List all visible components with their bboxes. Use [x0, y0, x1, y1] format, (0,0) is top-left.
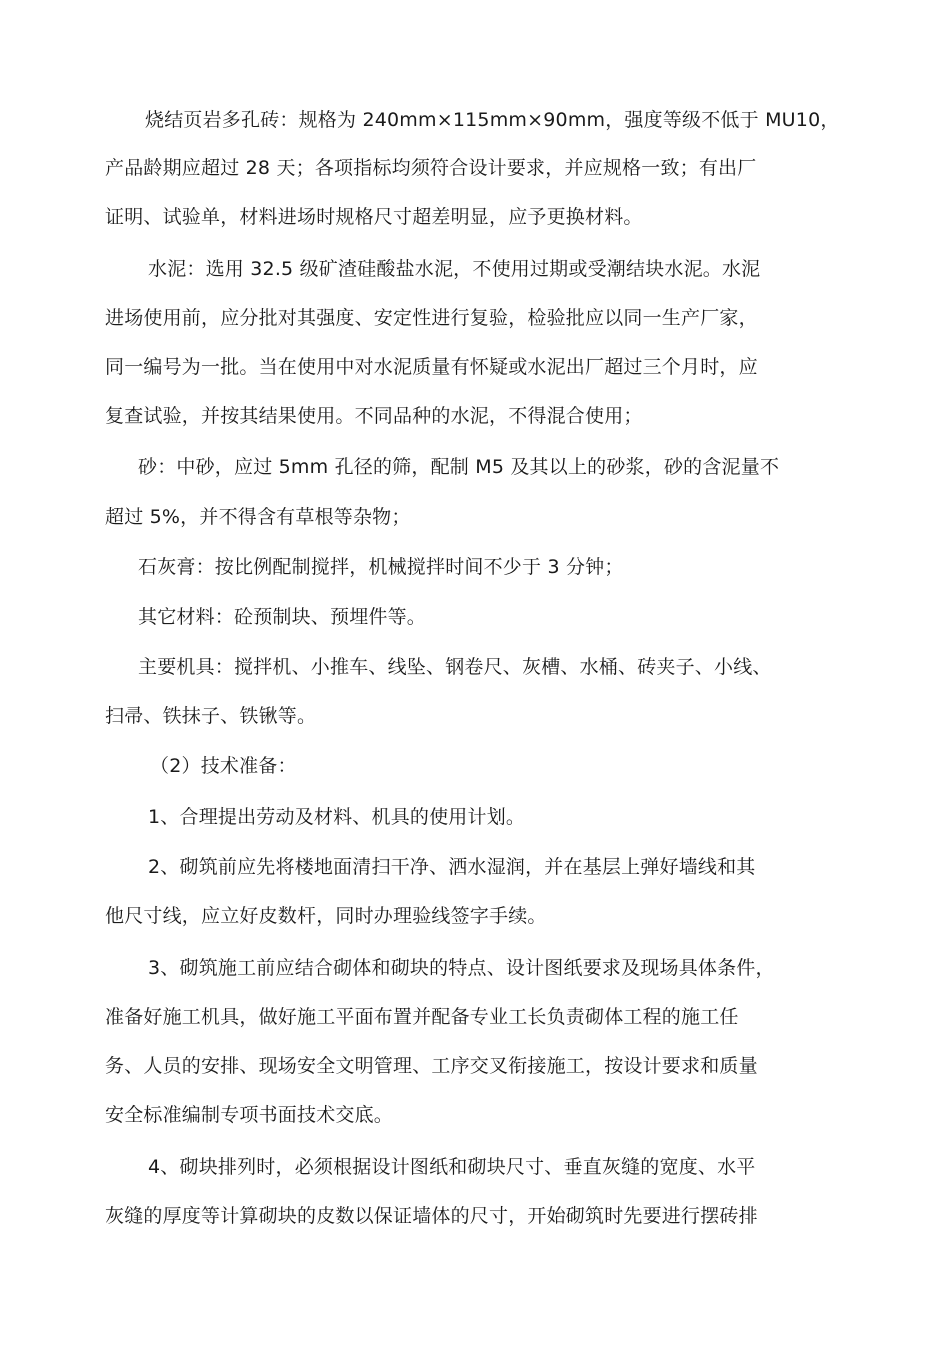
text-line: 证明、试验单，材料进场时规格尺寸超差明显，应予更换材料。: [105, 206, 643, 228]
text-line: 安全标准编制专项书面技术交底。: [105, 1104, 394, 1126]
text-line: 灰缝的厚度等计算砌块的皮数以保证墙体的尺寸，开始砌筑时先要进行摆砖排: [105, 1205, 758, 1227]
text-line: 产品龄期应超过 28 天；各项指标均须符合设计要求，并应规格一致；有出厂: [105, 157, 757, 179]
text-line: 4、砌块排列时，必须根据设计图纸和砌块尺寸、垂直灰缝的宽度、水平: [148, 1156, 756, 1178]
text-line: 石灰膏：按比例配制搅拌，机械搅拌时间不少于 3 分钟；: [138, 556, 624, 578]
text-line: 2、砌筑前应先将楼地面清扫干净、洒水湿润，并在基层上弹好墙线和其: [148, 856, 756, 878]
text-line: 主要机具：搅拌机、小推车、线坠、钢卷尺、灰槽、水桶、砖夹子、小线、: [138, 656, 772, 678]
text-line: 复查试验，并按其结果使用。不同品种的水泥，不得混合使用；: [105, 405, 643, 427]
text-line: 砂：中砂，应过 5mm 孔径的筛，配制 M5 及其以上的砂浆，砂的含泥量不: [138, 456, 780, 478]
text-line: 3、砌筑施工前应结合砌体和砌块的特点、设计图纸要求及现场具体条件，: [148, 957, 775, 979]
text-line: 务、人员的安排、现场安全文明管理、工序交叉衔接施工，按设计要求和质量: [105, 1055, 758, 1077]
text-line: 其它材料：砼预制块、预埋件等。: [138, 606, 427, 628]
text-line: 1、合理提出劳动及材料、机具的使用计划。: [148, 806, 526, 828]
text-line: 超过 5%，并不得含有草根等杂物；: [105, 506, 411, 528]
text-line: 同一编号为一批。当在使用中对水泥质量有怀疑或水泥出厂超过三个月时，应: [105, 356, 758, 378]
text-line: 准备好施工机具，做好施工平面布置并配备专业工长负责砌体工程的施工任: [105, 1006, 739, 1028]
text-line: 进场使用前，应分批对其强度、安定性进行复验，检验批应以同一生产厂家，: [105, 307, 758, 329]
section-heading: （2）技术准备：: [150, 755, 297, 777]
text-line: 他尺寸线，应立好皮数杆，同时办理验线签字手续。: [105, 905, 547, 927]
text-line: 烧结页岩多孔砖：规格为 240mm×115mm×90mm，强度等级不低于 MU10，: [145, 109, 840, 131]
text-line: 扫帚、铁抹子、铁锹等。: [105, 705, 317, 727]
text-line: 水泥：选用 32.5 级矿渣硅酸盐水泥，不使用过期或受潮结块水泥。水泥: [148, 258, 761, 280]
